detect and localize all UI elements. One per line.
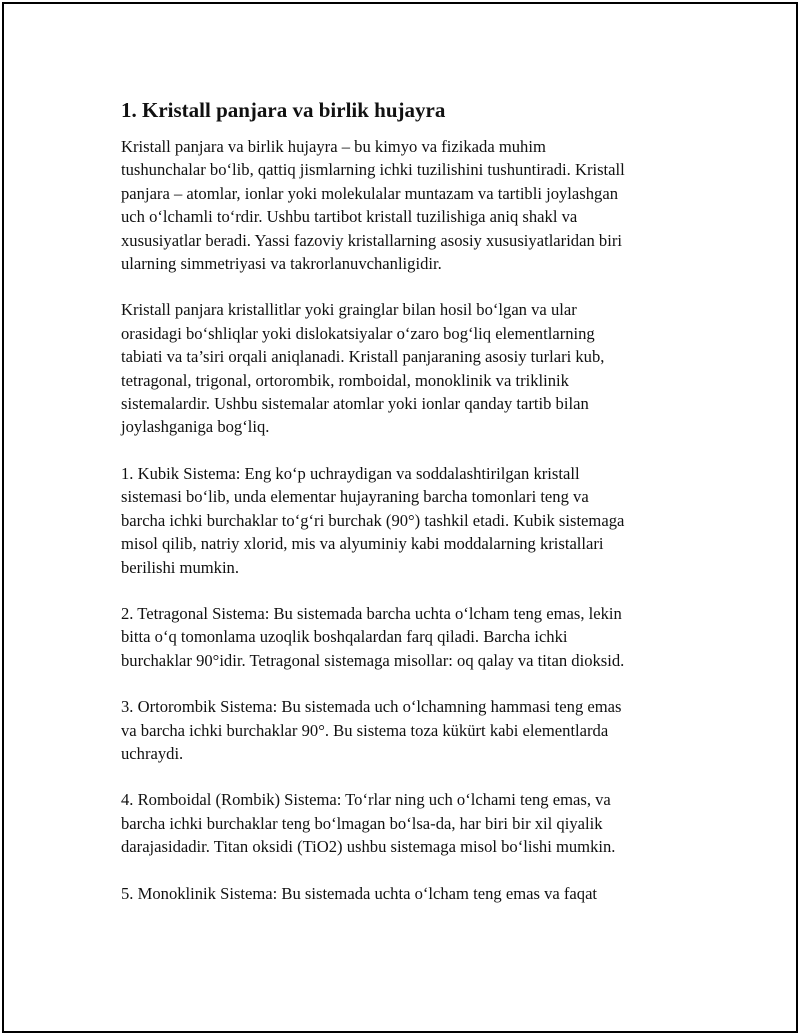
paragraph-tetragonal-system — [121, 602, 691, 672]
text-line: sistemasi bo‘lib, unda elementar hujayraning barcha tomonlari teng va — [121, 487, 589, 507]
text-line: va barcha ichki burchaklar 90°. Bu sistema toza kükürt kabi elementlarda — [121, 720, 609, 740]
text-line: uch o‘lchamli to‘rdir. Ushbu tartibot kristall tuzilishiga aniq shakl va — [121, 207, 578, 227]
text-line: 3. Ortorombik Sistema: Bu sistemada uch o‘lchamning hammasi teng emas — [121, 697, 622, 717]
text-line: joylashganiga bog‘liq. — [121, 417, 270, 437]
paragraph-orthorhombic-system — [121, 695, 691, 765]
document-body — [121, 97, 691, 928]
section-heading: 1. Kristall panjara va birlik hujayra — [121, 98, 446, 122]
paragraph-cubic-system — [121, 462, 691, 579]
paragraph-lattice-types — [121, 298, 691, 438]
text-line: tabiati va ta’siri orqali aniqlanadi. Kristall panjaraning asosiy turlari kub, — [121, 347, 605, 367]
text-line: barcha ichki burchaklar teng bo‘lmagan bo‘lsa-da, har biri bir xil qiyalik — [121, 813, 603, 833]
page-frame — [2, 2, 798, 1033]
text-line: 4. Romboidal (Rombik) Sistema: To‘rlar ning uch o‘lchami teng emas, va — [121, 790, 611, 810]
text-line: orasidagi bo‘shliqlar yoki dislokatsiyalar o‘zaro bog‘liq elementlarning — [121, 323, 595, 343]
text-line: xususiyatlar beradi. Yassi fazoviy kristallarning asosiy xususiyatlaridan biri — [121, 230, 622, 250]
text-line: Kristall panjara kristallitlar yoki grainglar bilan hosil bo‘lgan va ular — [121, 300, 577, 320]
text-line: barcha ichki burchaklar to‘g‘ri burchak (90°) tashkil etadi. Kubik sistemaga — [121, 510, 625, 530]
paragraph-intro — [121, 135, 691, 275]
text-line: Kristall panjara va birlik hujayra – bu kimyo va fizikada muhim — [121, 137, 546, 156]
text-line: panjara – atomlar, ionlar yoki molekulalar muntazam va tartibli joylashgan — [121, 183, 618, 203]
text-line: 1. Kubik Sistema: Eng ko‘p uchraydigan va soddalashtirilgan kristall — [121, 463, 580, 483]
text-line: tetragonal, trigonal, ortorombik, romboidal, monoklinik va triklinik — [121, 370, 569, 390]
text-line: burchaklar 90°idir. Tetragonal sistemaga misollar: oq qalay va titan dioksid. — [121, 650, 625, 670]
text-line: ularning simmetriyasi va takrorlanuvchanligidir. — [121, 254, 442, 274]
text-line: tushunchalar bo‘lib, qattiq jismlarning ichki tuzilishini tushuntiradi. Kristall — [121, 160, 625, 180]
text-line: 2. Tetragonal Sistema: Bu sistemada barcha uchta o‘lcham teng emas, lekin — [121, 603, 622, 623]
text-line: misol qilib, natriy xlorid, mis va alyuminiy kabi moddalarning kristallari — [121, 534, 604, 554]
text-line: bitta o‘q tomonlama uzoqlik boshqalardan farq qiladi. Barcha ichki — [121, 627, 568, 647]
text-line: uchraydi. — [121, 743, 184, 763]
paragraph-rhombic-system — [121, 788, 691, 858]
text-line: darajasidadir. Titan oksidi (TiO2) ushbu sistemaga misol bo‘lishi mumkin. — [121, 837, 616, 857]
text-line: sistemalardir. Ushbu sistemalar atomlar yoki ionlar qanday tartib bilan — [121, 394, 589, 414]
text-line: berilishi mumkin. — [121, 557, 239, 577]
paragraph-monoclinic-system — [121, 882, 691, 905]
text-line: 5. Monoklinik Sistema: Bu sistemada uchta o‘lcham teng emas va faqat — [121, 883, 598, 903]
